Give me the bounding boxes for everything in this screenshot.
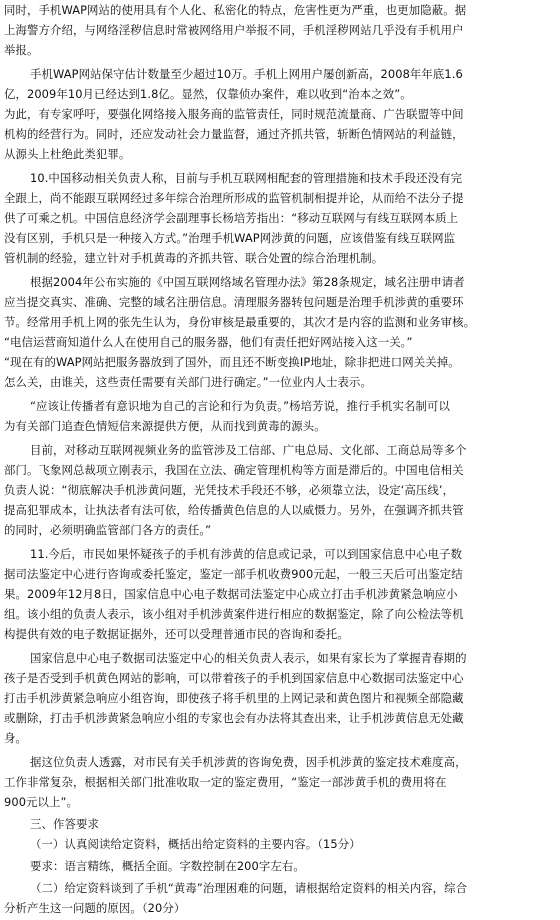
text-line: 上海警方介绍，与网络淫秽信息时常被网络用户举报不同，手机淫秽网站几乎没有手机用户	[4, 23, 464, 37]
text-line: 工作非常复杂，根据相关部门批准收取一定的鉴定费用，“鉴定一部涉黄手机的费用将在	[4, 775, 447, 789]
text-line: 管机制的经验，建立针对手机黄毒的齐抓共管、联合处置的综合治理机制。	[4, 251, 384, 265]
question-heading: （二）给定资料谈到了手机“黄毒”治理困难的问题，请根据给定资料的相关内容，综合	[30, 881, 468, 895]
text-line: 11.今后，市民如果怀疑孩子的手机有涉黄的信息或记录，可以到国家信息中心电子数	[30, 547, 463, 561]
text-line: 应当提交真实、准确、完整的域名注册信息。清理服务器转包问题是治理手机涉黄的重要环	[4, 295, 464, 309]
text-line: 10.中国移动相关负责人称，目前与手机互联网相配套的管理措施和技术手段还没有完	[30, 171, 463, 185]
text-line: 身。	[4, 731, 27, 745]
text-line: 没有区别，手机只是一种接入方式。”治理手机WAP网涉黄的问题，应该借鉴有线互联网监	[4, 231, 456, 245]
text-line: 节。经常用手机上网的张先生认为，身份审核是最重要的，其次才是内容的监测和业务审核。	[4, 315, 476, 329]
text-line: “电信运营商知道什么人在使用自己的服务器，他们有责任把好网站接入这一关。”	[4, 335, 413, 349]
text-line: 根据2004年公布实施的《中国互联网络域名管理办法》第28条规定，域名注册申请者	[30, 275, 465, 289]
text-line: 负责人说：“彻底解决手机涉黄问题，光凭技术手段还不够，必须靠立法，设定‘高压线’，	[4, 483, 455, 497]
text-line: 供了可乘之机。中国信息经济学会副理事长杨培芳指出：“移动互联网与有线互联网本质上	[4, 211, 459, 225]
text-line: “现在有的WAP网站把服务器放到了国外，而且还不断变换IP地址，除非把进口网关关掉。	[4, 355, 460, 369]
text-line: 构提供有效的电子数据证据外，还可以受理普通市民的咨询和委托。	[4, 627, 349, 641]
text-line: 机构的经营行为。同时，还应发动社会力量监督，通过齐抓共管，斩断色情网站的利益链，	[4, 127, 464, 141]
text-line: 果。2009年12月8日，国家信息中心电子数据司法鉴定中心成立打击手机涉黄紧急响应小	[4, 587, 458, 601]
text-line: 为此，有专家呼吁，要强化网络接入服务商的监管责任，同时规范流量商、广告联盟等中间	[4, 107, 464, 121]
text-line: 的同时，必须明确监管部门各方的责任。”	[4, 523, 212, 537]
text-line: 国家信息中心电子数据司法鉴定中心的相关负责人表示，如果有家长为了掌握青春期的	[30, 651, 467, 665]
text-line: 要求：语言精练，概括全面。字数控制在200字左右。	[30, 859, 305, 873]
text-line: 同时，手机WAP网站的使用具有个人化、私密化的特点，危害性更为严重，也更加隐蔽。据	[4, 3, 467, 17]
text-line: 举报。	[4, 43, 39, 57]
text-line: 从源头上杜绝此类犯罪。	[4, 147, 131, 161]
text-line: 为有关部门追查色情短信来源提供方便，从而找到黄毒的源头。	[4, 419, 326, 433]
text-line: 部门。飞象网总裁项立刚表示，我国在立法、确定管理机构等方面是滞后的。中国电信相关	[4, 463, 464, 477]
text-line: 打击手机涉黄紧急响应小组咨询，即使孩子将手机里的上网记录和黄色图片和视频全部隐藏	[4, 691, 464, 705]
question-heading: （一）认真阅读给定资料，概括出给定资料的主要内容。（15分）	[30, 837, 361, 851]
text-line: 提高犯罪成本，让执法者有法可依，给传播黄色信息的人以威慑力。另外，在强调齐抓共管	[4, 503, 464, 517]
text-line: “应该让传播者有意识地为自己的言论和行为负责。”杨培芳说，推行手机实名制可以	[30, 399, 450, 413]
text-line: 手机WAP网站保守估计数量至少超过10万。手机上网用户屡创新高，2008年年底1.6	[30, 67, 463, 81]
text-line: 据司法鉴定中心进行咨询或委托鉴定，鉴定一部手机收费900元起，一般三天后可出鉴定结	[4, 567, 463, 581]
text-line: 目前，对移动互联网视频业务的监管涉及工信部、广电总局、文化部、工商总局等多个	[30, 443, 467, 457]
text-line: 怎么关，由谁关，这些责任需要有关部门进行确定。”一位业内人士表示。	[4, 375, 373, 389]
text-line: 分析产生这一问题的原因。（20分）	[4, 901, 186, 915]
text-line: 孩子是否受到手机黄色网站的影响，可以带着孩子的手机到国家信息中心数据司法鉴定中心	[4, 671, 464, 685]
text-line: 或删除，打击手机涉黄紧急响应小组的专家也会有办法将其查出来，让手机涉黄信息无处藏	[4, 711, 464, 725]
text-line: 亿，2009年10月已经达到1.8亿。显然，仅靠侦办案件，难以收到“治本之效”。	[4, 87, 412, 101]
section-heading: 三、作答要求	[30, 817, 99, 831]
text-line: 900元以上”。	[4, 795, 79, 809]
text-line: 据这位负责人透露，对市民有关手机涉黄的咨询免费，因手机涉黄的鉴定技术难度高，	[30, 755, 467, 769]
text-line: 组。该小组的负责人表示，该小组对手机涉黄案件进行相应的数据鉴定，除了向公检法等机	[4, 607, 464, 621]
text-line: 全跟上，尚不能跟互联网经过多年综合治理所形成的监管机制相提并论，从而给不法分子提	[4, 191, 464, 205]
